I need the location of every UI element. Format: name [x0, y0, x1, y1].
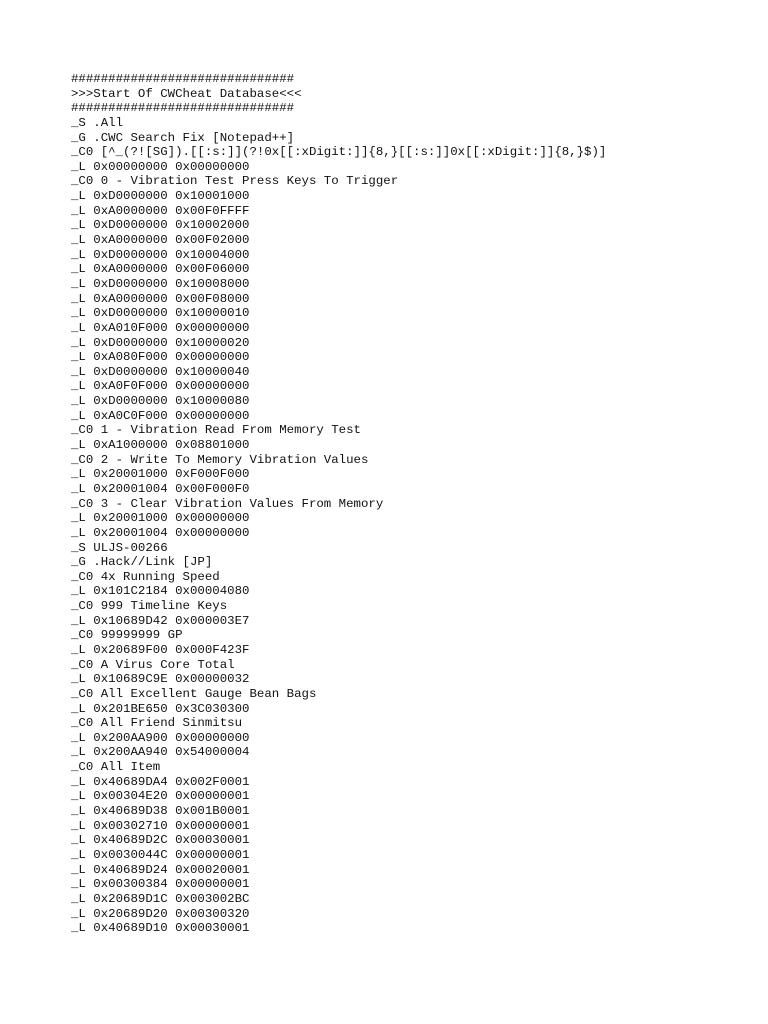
text-line: _L 0xA080F000 0x00000000 — [71, 350, 250, 365]
text-line: _L 0xA1000000 0x08801000 — [71, 438, 250, 453]
text-line: _L 0xA0000000 0x00F08000 — [71, 291, 250, 306]
text-line: _L 0xD0000000 0x10008000 — [71, 276, 250, 291]
text-line: _L 0xA0000000 0x00F02000 — [71, 233, 250, 248]
text-line: >>>Start Of CWCheat Database<<< — [71, 86, 302, 101]
text-line: _L 0xA010F000 0x00000000 — [71, 320, 250, 335]
text-line: _L 0x40689D2C 0x00030001 — [71, 833, 250, 848]
text-line: _L 0x10689D42 0x000003E7 — [71, 613, 250, 628]
text-line: _L 0x20001004 0x00000000 — [71, 525, 250, 540]
text-line: _L 0x201BE650 0x3C030300 — [71, 701, 250, 716]
text-line: _S ULJS-00266 — [71, 540, 168, 555]
text-line: _L 0xD0000000 0x10002000 — [71, 218, 250, 233]
text-line: _S .All — [71, 115, 124, 130]
text-line: _C0 All Friend Sinmitsu — [71, 716, 243, 731]
text-line: _L 0xD0000000 0x10000040 — [71, 364, 250, 379]
text-line: _G .CWC Search Fix [Notepad++] — [71, 130, 295, 145]
text-line: _C0 999 Timeline Keys — [71, 599, 228, 614]
text-line: _C0 1 - Vibration Read From Memory Test — [71, 423, 361, 438]
text-line: _L 0x101C2184 0x00004080 — [71, 584, 250, 599]
text-line: _L 0xD0000000 0x10001000 — [71, 189, 250, 204]
text-line: _L 0x00302710 0x00000001 — [71, 818, 250, 833]
text-line: _L 0x20689D1C 0x003002BC — [71, 891, 250, 906]
text-line: _L 0x200AA900 0x00000000 — [71, 730, 250, 745]
text-line: _L 0xA0F0F000 0x00000000 — [71, 379, 250, 394]
text-line: _C0 0 - Vibration Test Press Keys To Trigger — [71, 174, 399, 189]
text-line: ############################## — [71, 101, 295, 116]
text-line: _L 0x40689DA4 0x002F0001 — [71, 774, 250, 789]
text-line: _L 0x20689D20 0x00300320 — [71, 906, 250, 921]
text-line: _L 0x40689D24 0x00020001 — [71, 862, 250, 877]
text-line: _L 0xA0C0F000 0x00000000 — [71, 408, 250, 423]
text-line: ############################## — [71, 72, 295, 86]
text-line: _L 0x00000000 0x00000000 — [71, 159, 250, 174]
text-line: _L 0x10689C9E 0x00000032 — [71, 672, 250, 687]
text-line: _L 0xD0000000 0x10000080 — [71, 394, 250, 409]
text-line: _C0 2 - Write To Memory Vibration Values — [71, 452, 369, 467]
text-line: _C0 4x Running Speed — [71, 569, 220, 584]
text-line: _L 0xA0000000 0x00F0FFFF — [71, 203, 250, 218]
text-line: _L 0x00304E20 0x00000001 — [71, 789, 250, 804]
text-line: _G .Hack//Link [JP] — [71, 555, 213, 570]
text-line: _C0 [^_(?![SG]).[[:s:]](?!0x[[:xDigit:]]{8,}[[:s:]]0x[[:xDigit:]]{8,}$)] — [71, 145, 607, 160]
text-line: _L 0x20001000 0xF000F000 — [71, 467, 250, 482]
cheat-database-text — [71, 72, 761, 936]
text-line: _L 0x20001004 0x00F000F0 — [71, 481, 250, 496]
text-line: _L 0x00300384 0x00000001 — [71, 877, 250, 892]
text-line: _L 0xA0000000 0x00F06000 — [71, 262, 250, 277]
text-line: _C0 All Item — [71, 760, 161, 775]
text-line: _C0 All Excellent Gauge Bean Bags — [71, 686, 317, 701]
text-line: _L 0xD0000000 0x10000010 — [71, 306, 250, 321]
text-line: _L 0xD0000000 0x10004000 — [71, 247, 250, 262]
text-line: _L 0x0030044C 0x00000001 — [71, 847, 250, 862]
text-line: _L 0x20001000 0x00000000 — [71, 511, 250, 526]
text-line: _L 0x40689D10 0x00030001 — [71, 921, 250, 936]
text-line: _C0 3 - Clear Vibration Values From Memory — [71, 496, 384, 511]
text-line: _L 0x20689F00 0x000F423F — [71, 642, 250, 657]
text-line: _L 0xD0000000 0x10000020 — [71, 335, 250, 350]
text-line: _C0 A Virus Core Total — [71, 657, 235, 672]
text-line: _C0 99999999 GP — [71, 628, 183, 643]
text-line: _L 0x200AA940 0x54000004 — [71, 745, 250, 760]
text-line: _L 0x40689D38 0x001B0001 — [71, 804, 250, 819]
